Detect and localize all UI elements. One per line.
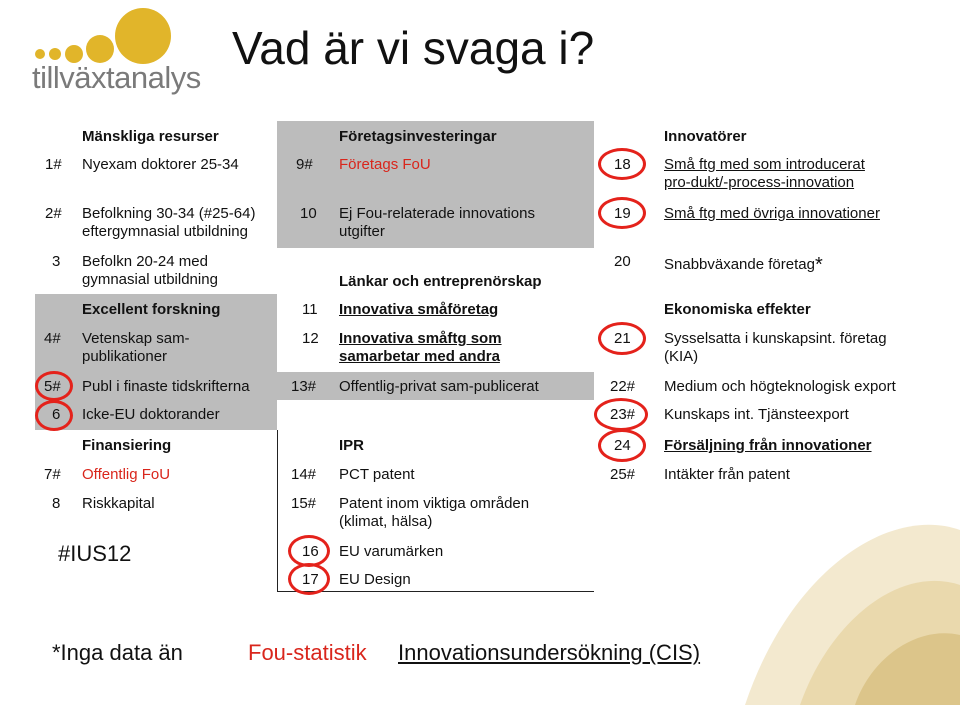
header-economic-effects: Ekonomiska effekter <box>664 301 811 318</box>
highlight-circle <box>598 148 646 180</box>
header-innovators: Innovatörer <box>664 128 747 145</box>
item-label: Företags FoU <box>339 156 431 173</box>
item-num: 3 <box>52 253 61 270</box>
no-data-asterisk: * <box>814 254 823 276</box>
item-num: 20 <box>614 253 631 270</box>
item-label: Befolkn 20-24 med gymnasial utbildning <box>82 253 218 288</box>
item-label: Offentlig-privat sam-publicerat <box>339 378 539 395</box>
item-num: 12 <box>302 330 319 347</box>
item-num: 15# <box>291 495 317 512</box>
item-num: 14# <box>291 466 317 483</box>
item-label: Snabbväxande företag <box>664 256 815 273</box>
item-label: Kunskaps int. Tjänsteexport <box>664 406 849 423</box>
header-links: Länkar och entreprenörskap <box>339 273 542 290</box>
divider <box>277 430 278 592</box>
item-num: 4# <box>44 330 61 347</box>
page-title: Vad är vi svaga i? <box>232 22 595 74</box>
item-num: 25# <box>610 466 636 483</box>
header-firm-investments: Företagsinvesteringar <box>339 128 497 145</box>
item-num: 2# <box>45 205 62 222</box>
header-ipr: IPR <box>339 437 365 454</box>
item-label-row <box>664 256 823 274</box>
logo-dots-icon <box>30 6 230 66</box>
highlight-circle <box>35 371 73 401</box>
highlight-circle <box>594 398 648 431</box>
item-num: 19 <box>614 205 631 222</box>
item-num: 16 <box>302 543 319 560</box>
item-num: 22# <box>610 378 636 395</box>
item-label: Icke-EU doktorander <box>82 406 220 423</box>
item-label: Små ftg med som introducerat pro-dukt/-process-innovation <box>664 156 865 191</box>
item-num: 6 <box>52 406 61 423</box>
item-label: Befolkning 30-34 (#25-64) eftergymnasial utbildning <box>82 205 256 240</box>
highlight-circle <box>598 197 646 229</box>
item-label: Offentlig FoU <box>82 466 171 483</box>
item-label: Ej Fou-relaterade innovations utgifter <box>339 205 535 240</box>
item-label: Innovativa småföretag <box>339 301 499 318</box>
tag-label: #IUS12 <box>58 541 132 566</box>
item-label: Innovativa småftg som samarbetar med andra <box>339 330 502 365</box>
item-label: Små ftg med övriga innovationer <box>664 205 880 222</box>
item-num: 9# <box>296 156 313 173</box>
legend-no-data: *Inga data än <box>52 640 183 665</box>
legend-cis: Innovationsundersökning (CIS) <box>398 640 701 665</box>
item-label: Vetenskap sam-publikationer <box>82 330 190 365</box>
item-label: EU Design <box>339 571 411 588</box>
header-human-resources: Mänskliga resurser <box>82 128 219 145</box>
item-label: Riskkapital <box>82 495 155 512</box>
header-finance: Finansiering <box>82 437 172 454</box>
item-label: Medium och högteknologisk export <box>664 378 896 395</box>
item-num: 13# <box>291 378 317 395</box>
item-num: 23# <box>610 406 636 423</box>
item-label: Publ i finaste tidskrifterna <box>82 378 250 395</box>
item-num: 7# <box>44 466 61 483</box>
item-num: 21 <box>614 330 631 347</box>
highlight-circle <box>598 322 646 355</box>
item-num: 1# <box>45 156 62 173</box>
legend-fou: Fou-statistik <box>248 640 367 665</box>
divider <box>277 591 594 592</box>
item-label: Nyexam doktorer 25-34 <box>82 156 239 173</box>
item-num: 8 <box>52 495 61 512</box>
item-num: 5# <box>44 378 61 395</box>
item-label: PCT patent <box>339 466 415 483</box>
item-label: EU varumärken <box>339 543 444 560</box>
item-num: 17 <box>302 571 319 588</box>
item-num: 24 <box>614 437 631 454</box>
header-excellent-research: Excellent forskning <box>82 301 221 318</box>
highlight-circle <box>35 400 73 431</box>
item-label: Patent inom viktiga områden (klimat, hälsa) <box>339 495 530 530</box>
logo-text: tillväxtanalys <box>32 60 201 95</box>
item-label: Försäljning från innovationer <box>664 437 872 454</box>
logo <box>30 6 230 98</box>
item-num: 10 <box>300 205 317 222</box>
item-label: Intäkter från patent <box>664 466 790 483</box>
highlight-circle <box>598 429 646 462</box>
item-num: 11 <box>302 301 318 318</box>
item-num: 18 <box>614 156 631 173</box>
highlight-circle <box>288 563 330 595</box>
item-label: Sysselsatta i kunskapsint. företag (KIA) <box>664 330 887 365</box>
